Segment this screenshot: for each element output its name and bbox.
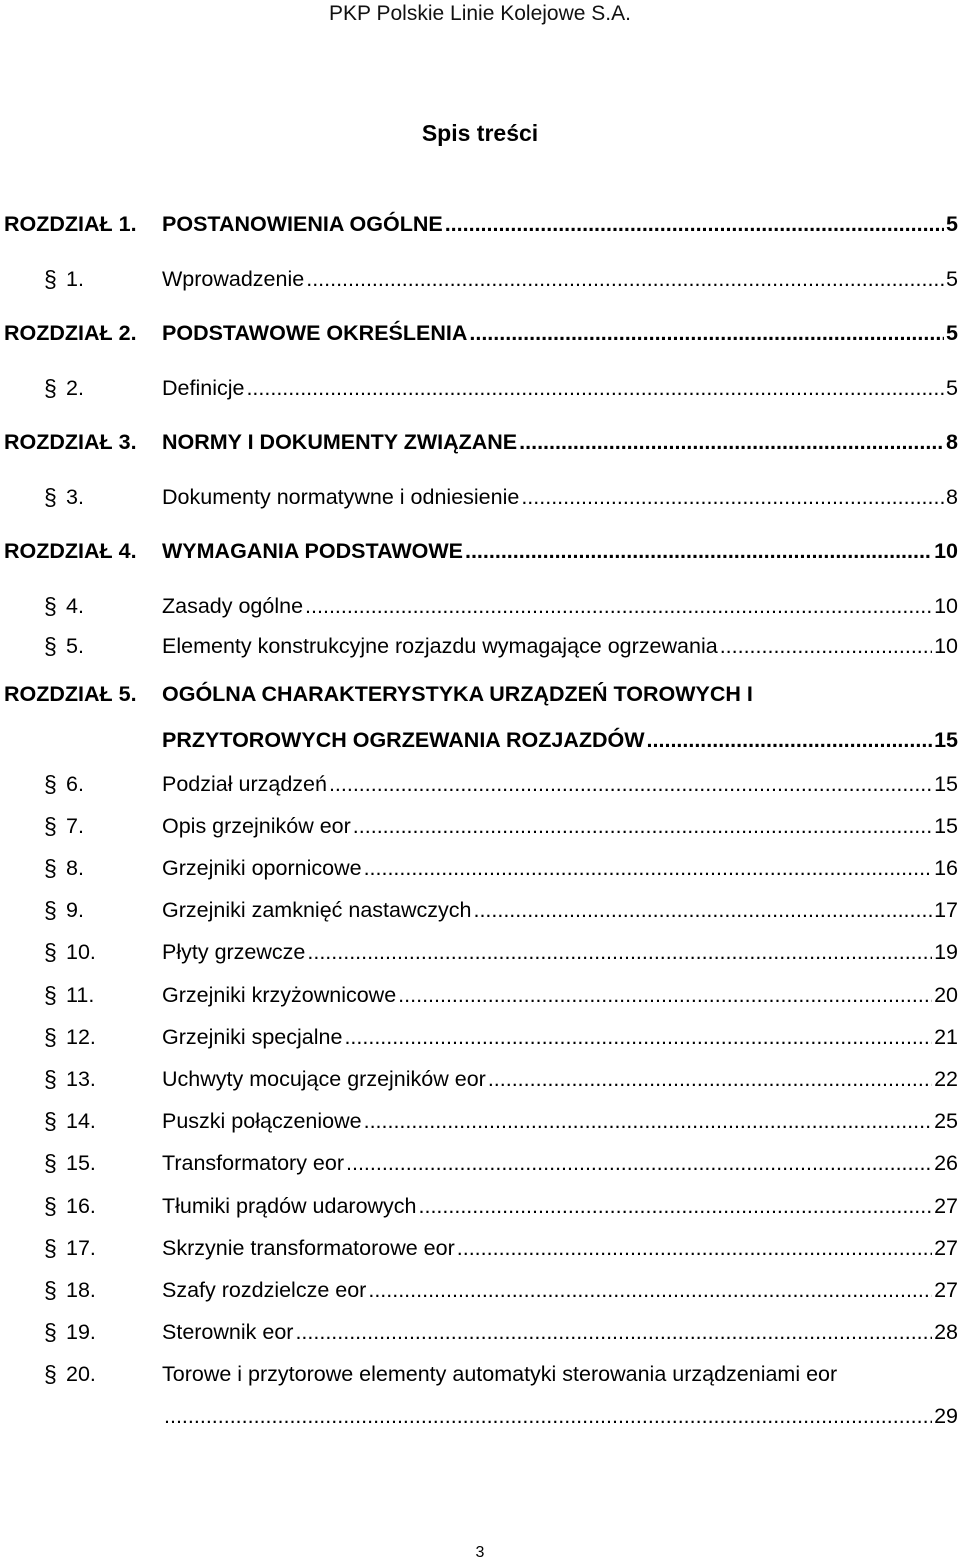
toc-entry-title: Szafy rozdzielcze eor [162, 1277, 367, 1302]
toc-entry-title: Grzejniki krzyżownicowe [162, 982, 397, 1007]
toc-entry-title: Skrzynie transformatorowe eor [162, 1235, 455, 1260]
toc-entry-link[interactable] [162, 427, 958, 457]
toc-section-row [0, 937, 960, 967]
toc-chapter-number: ROZDZIAŁ 5. [4, 681, 137, 706]
dot-leader [306, 264, 944, 294]
toc-section-row [0, 591, 960, 621]
toc-entry-link[interactable] [162, 536, 958, 566]
toc-entry-title: Wprowadzenie [162, 266, 305, 291]
dot-leader [445, 209, 944, 239]
toc-section-row [0, 482, 960, 512]
toc-section-row [0, 769, 960, 799]
section-sign-icon: § [44, 1234, 57, 1261]
dot-leader [465, 536, 932, 566]
toc-section-row [0, 373, 960, 403]
toc-entry-link[interactable] [162, 318, 958, 348]
toc-entry-link[interactable] [162, 937, 958, 967]
toc-entry-link[interactable] [162, 482, 958, 512]
toc-entry-title: Puszki połączeniowe [162, 1109, 362, 1134]
dot-leader [246, 373, 944, 403]
section-sign-icon: § [44, 1276, 57, 1303]
dot-leader [305, 591, 932, 621]
toc-chapter-row [0, 318, 960, 348]
toc-title: Spis treści [421, 120, 539, 146]
dot-leader [521, 482, 944, 512]
toc-entry-link[interactable] [162, 373, 958, 403]
toc-chapter-row [0, 536, 960, 566]
toc-chapter-number: ROZDZIAŁ 2. [4, 321, 137, 345]
toc-entry-title: Transformatory eor [162, 1151, 345, 1176]
toc-entry-link[interactable] [162, 1233, 958, 1263]
toc-section-number: 13. [66, 1066, 96, 1091]
toc-section-row [0, 1022, 960, 1052]
toc-entry-page: 25 [934, 1109, 958, 1134]
toc-entry-link[interactable] [162, 980, 958, 1010]
toc-entry-page: 22 [934, 1066, 958, 1091]
toc-continuation-row [0, 1401, 960, 1431]
toc-section-number: 20. [66, 1362, 96, 1387]
toc-section-number: 5. [66, 633, 84, 658]
toc-entry-link[interactable] [162, 1106, 958, 1136]
toc-section-row [0, 1064, 960, 1094]
toc-section-number: 8. [66, 855, 84, 880]
dot-leader [364, 1106, 932, 1136]
toc-entry-page: 5 [946, 212, 958, 236]
dot-leader [353, 811, 932, 841]
toc-entry-page: 10 [934, 539, 958, 563]
toc-entry-page: 28 [934, 1320, 958, 1345]
toc-section-row [0, 1275, 960, 1305]
toc-continuation-row [0, 725, 960, 755]
toc-entry-page: 26 [934, 1151, 958, 1176]
toc-entry-page: 16 [934, 855, 958, 880]
toc-entry-page: 5 [946, 375, 958, 400]
section-sign-icon: § [44, 981, 57, 1008]
toc-entry-page: 19 [934, 940, 958, 965]
toc-section-number: 12. [66, 1024, 96, 1049]
section-sign-icon: § [44, 1023, 57, 1050]
toc-entry-title: Sterownik eor [162, 1320, 294, 1345]
toc-entry-page: 5 [946, 266, 958, 291]
section-sign-icon: § [44, 374, 57, 401]
section-sign-icon: § [44, 483, 57, 510]
toc-entry-link[interactable] [162, 1022, 958, 1052]
toc-entry-page: 15 [934, 727, 958, 752]
section-sign-icon: § [44, 1150, 57, 1177]
toc-chapter-row [0, 679, 960, 709]
toc-section-number: 10. [66, 940, 96, 965]
toc-chapter-row [0, 209, 960, 239]
toc-section-row [0, 1317, 960, 1347]
toc-section-row [0, 631, 960, 661]
dot-leader [469, 318, 944, 348]
toc-section-row [0, 1148, 960, 1178]
toc-section-row [0, 811, 960, 841]
toc-section-number: 16. [66, 1193, 96, 1218]
toc-section-number: 1. [66, 266, 84, 291]
dot-leader [398, 980, 932, 1010]
toc-entry-link[interactable] [162, 264, 958, 294]
toc-section-number: 17. [66, 1235, 96, 1260]
toc-entry-link[interactable] [162, 1064, 958, 1094]
section-sign-icon: § [44, 770, 57, 797]
toc-entry-page: 20 [934, 982, 958, 1007]
toc-entry-page: 10 [934, 593, 958, 618]
toc-entry-title: Opis grzejników eor [162, 813, 351, 838]
dot-leader [720, 631, 932, 661]
toc-entry-page: 17 [934, 898, 958, 923]
toc-section-row [0, 264, 960, 294]
toc-entry-link[interactable] [162, 209, 958, 239]
dot-leader [307, 937, 932, 967]
toc-entry-title: POSTANOWIENIA OGÓLNE [162, 212, 443, 236]
section-sign-icon: § [44, 939, 57, 966]
dot-leader [329, 769, 932, 799]
toc-section-number: 9. [66, 898, 84, 923]
toc-section-row [0, 980, 960, 1010]
toc-entry-link[interactable] [162, 1148, 958, 1178]
toc-entry-link[interactable] [162, 1191, 958, 1221]
toc-entry-title: PRZYTOROWYCH OGRZEWANIA ROZJAZDÓW [162, 727, 645, 752]
toc-entry-title: Uchwyty mocujące grzejników eor [162, 1066, 486, 1091]
section-sign-icon: § [44, 592, 57, 619]
toc-chapter-number: ROZDZIAŁ 3. [4, 430, 137, 454]
section-sign-icon: § [44, 1319, 57, 1346]
toc-entry-page: 10 [934, 633, 958, 658]
toc-entry-page: 8 [946, 484, 958, 509]
toc-entry-title: Elementy konstrukcyjne rozjazdu wymagające ogrzewania [162, 633, 718, 658]
toc-entry-title: Grzejniki specjalne [162, 1024, 343, 1049]
toc-entry-page: 5 [946, 321, 958, 345]
toc-section-number: 11. [66, 982, 95, 1007]
toc-section-number: 18. [66, 1277, 96, 1302]
dot-leader [346, 1148, 932, 1178]
toc-entry-title: PODSTAWOWE OKREŚLENIA [162, 321, 468, 345]
toc-entry-title: Grzejniki opornicowe [162, 855, 362, 880]
section-sign-icon: § [44, 265, 57, 292]
toc-entry-title: Definicje [162, 375, 245, 400]
toc-entry-link[interactable] [162, 853, 958, 883]
dot-leader [295, 1317, 932, 1347]
toc-entry-page: 15 [934, 813, 958, 838]
toc-section-row [0, 895, 960, 925]
dot-leader [364, 853, 933, 883]
toc-section-row [0, 1359, 960, 1389]
toc-section-number: 2. [66, 375, 84, 400]
toc-section-row [0, 1106, 960, 1136]
dot-leader [647, 725, 933, 755]
section-sign-icon: § [44, 632, 57, 659]
toc-section-row [0, 1191, 960, 1221]
toc-section-number: 19. [66, 1320, 96, 1345]
toc-section-number: 7. [66, 813, 84, 838]
toc-chapter-row [0, 427, 960, 457]
dot-leader [419, 1191, 933, 1221]
section-sign-icon: § [44, 1108, 57, 1135]
section-sign-icon: § [44, 1192, 57, 1219]
toc-entry-link[interactable] [162, 895, 958, 925]
toc-entry-title: Płyty grzewcze [162, 940, 306, 965]
section-sign-icon: § [44, 1361, 57, 1388]
toc-chapter-number: ROZDZIAŁ 4. [4, 539, 137, 563]
page-header: PKP Polskie Linie Kolejowe S.A. [329, 2, 631, 25]
toc-entry-page: 21 [934, 1024, 958, 1049]
toc-entry-page: 27 [934, 1193, 958, 1218]
toc-entry-link[interactable] [162, 1275, 958, 1305]
toc-section-number: 14. [66, 1109, 96, 1134]
page-number: 3 [475, 1544, 485, 1561]
toc-entry-link[interactable] [162, 1317, 958, 1347]
dot-leader [488, 1064, 932, 1094]
toc-entry-title: NORMY I DOKUMENTY ZWIĄZANE [162, 430, 518, 454]
toc-entry-title: Podział urządzeń [162, 771, 327, 796]
section-sign-icon: § [44, 897, 57, 924]
toc-entry-page: 8 [946, 430, 958, 454]
toc-section-number: 3. [66, 484, 84, 509]
toc-entry-page: 27 [934, 1277, 958, 1302]
toc-section-row [0, 853, 960, 883]
toc-section-row [0, 1233, 960, 1263]
toc-entry-link[interactable] [162, 591, 958, 621]
toc-entry-page: 29 [934, 1404, 958, 1429]
toc-section-number: 15. [66, 1151, 96, 1176]
toc-chapter-number: ROZDZIAŁ 1. [4, 212, 137, 236]
toc-entry-link[interactable] [162, 1401, 958, 1431]
dot-leader [457, 1233, 932, 1263]
toc-entry-page: 15 [934, 771, 958, 796]
toc-entry-title[interactable]: Torowe i przytorowe elementy automatyki sterowania urządzeniami eor [162, 1362, 838, 1387]
toc-entry-link[interactable] [162, 631, 958, 661]
section-sign-icon: § [44, 812, 57, 839]
toc-entry-link[interactable] [162, 811, 958, 841]
section-sign-icon: § [44, 854, 57, 881]
section-sign-icon: § [44, 1065, 57, 1092]
dot-leader [519, 427, 944, 457]
toc-entry-title: WYMAGANIA PODSTAWOWE [162, 539, 463, 563]
toc-entry-title[interactable]: OGÓLNA CHARAKTERYSTYKA URZĄDZEŃ TOROWYCH I [162, 681, 753, 706]
dot-leader [344, 1022, 932, 1052]
toc-section-number: 6. [66, 771, 84, 796]
toc-entry-link[interactable] [162, 769, 958, 799]
toc-entry-title: Grzejniki zamknięć nastawczych [162, 898, 472, 923]
toc-entry-page: 27 [934, 1235, 958, 1260]
dot-leader [368, 1275, 932, 1305]
toc-entry-title: Zasady ogólne [162, 593, 304, 618]
toc-entry-title: Tłumiki prądów udarowych [162, 1193, 417, 1218]
dot-leader [473, 895, 932, 925]
toc-entry-link[interactable] [162, 725, 958, 755]
toc-entry-title: Dokumenty normatywne i odniesienie [162, 484, 520, 509]
dot-leader [164, 1401, 932, 1431]
toc-section-number: 4. [66, 593, 84, 618]
